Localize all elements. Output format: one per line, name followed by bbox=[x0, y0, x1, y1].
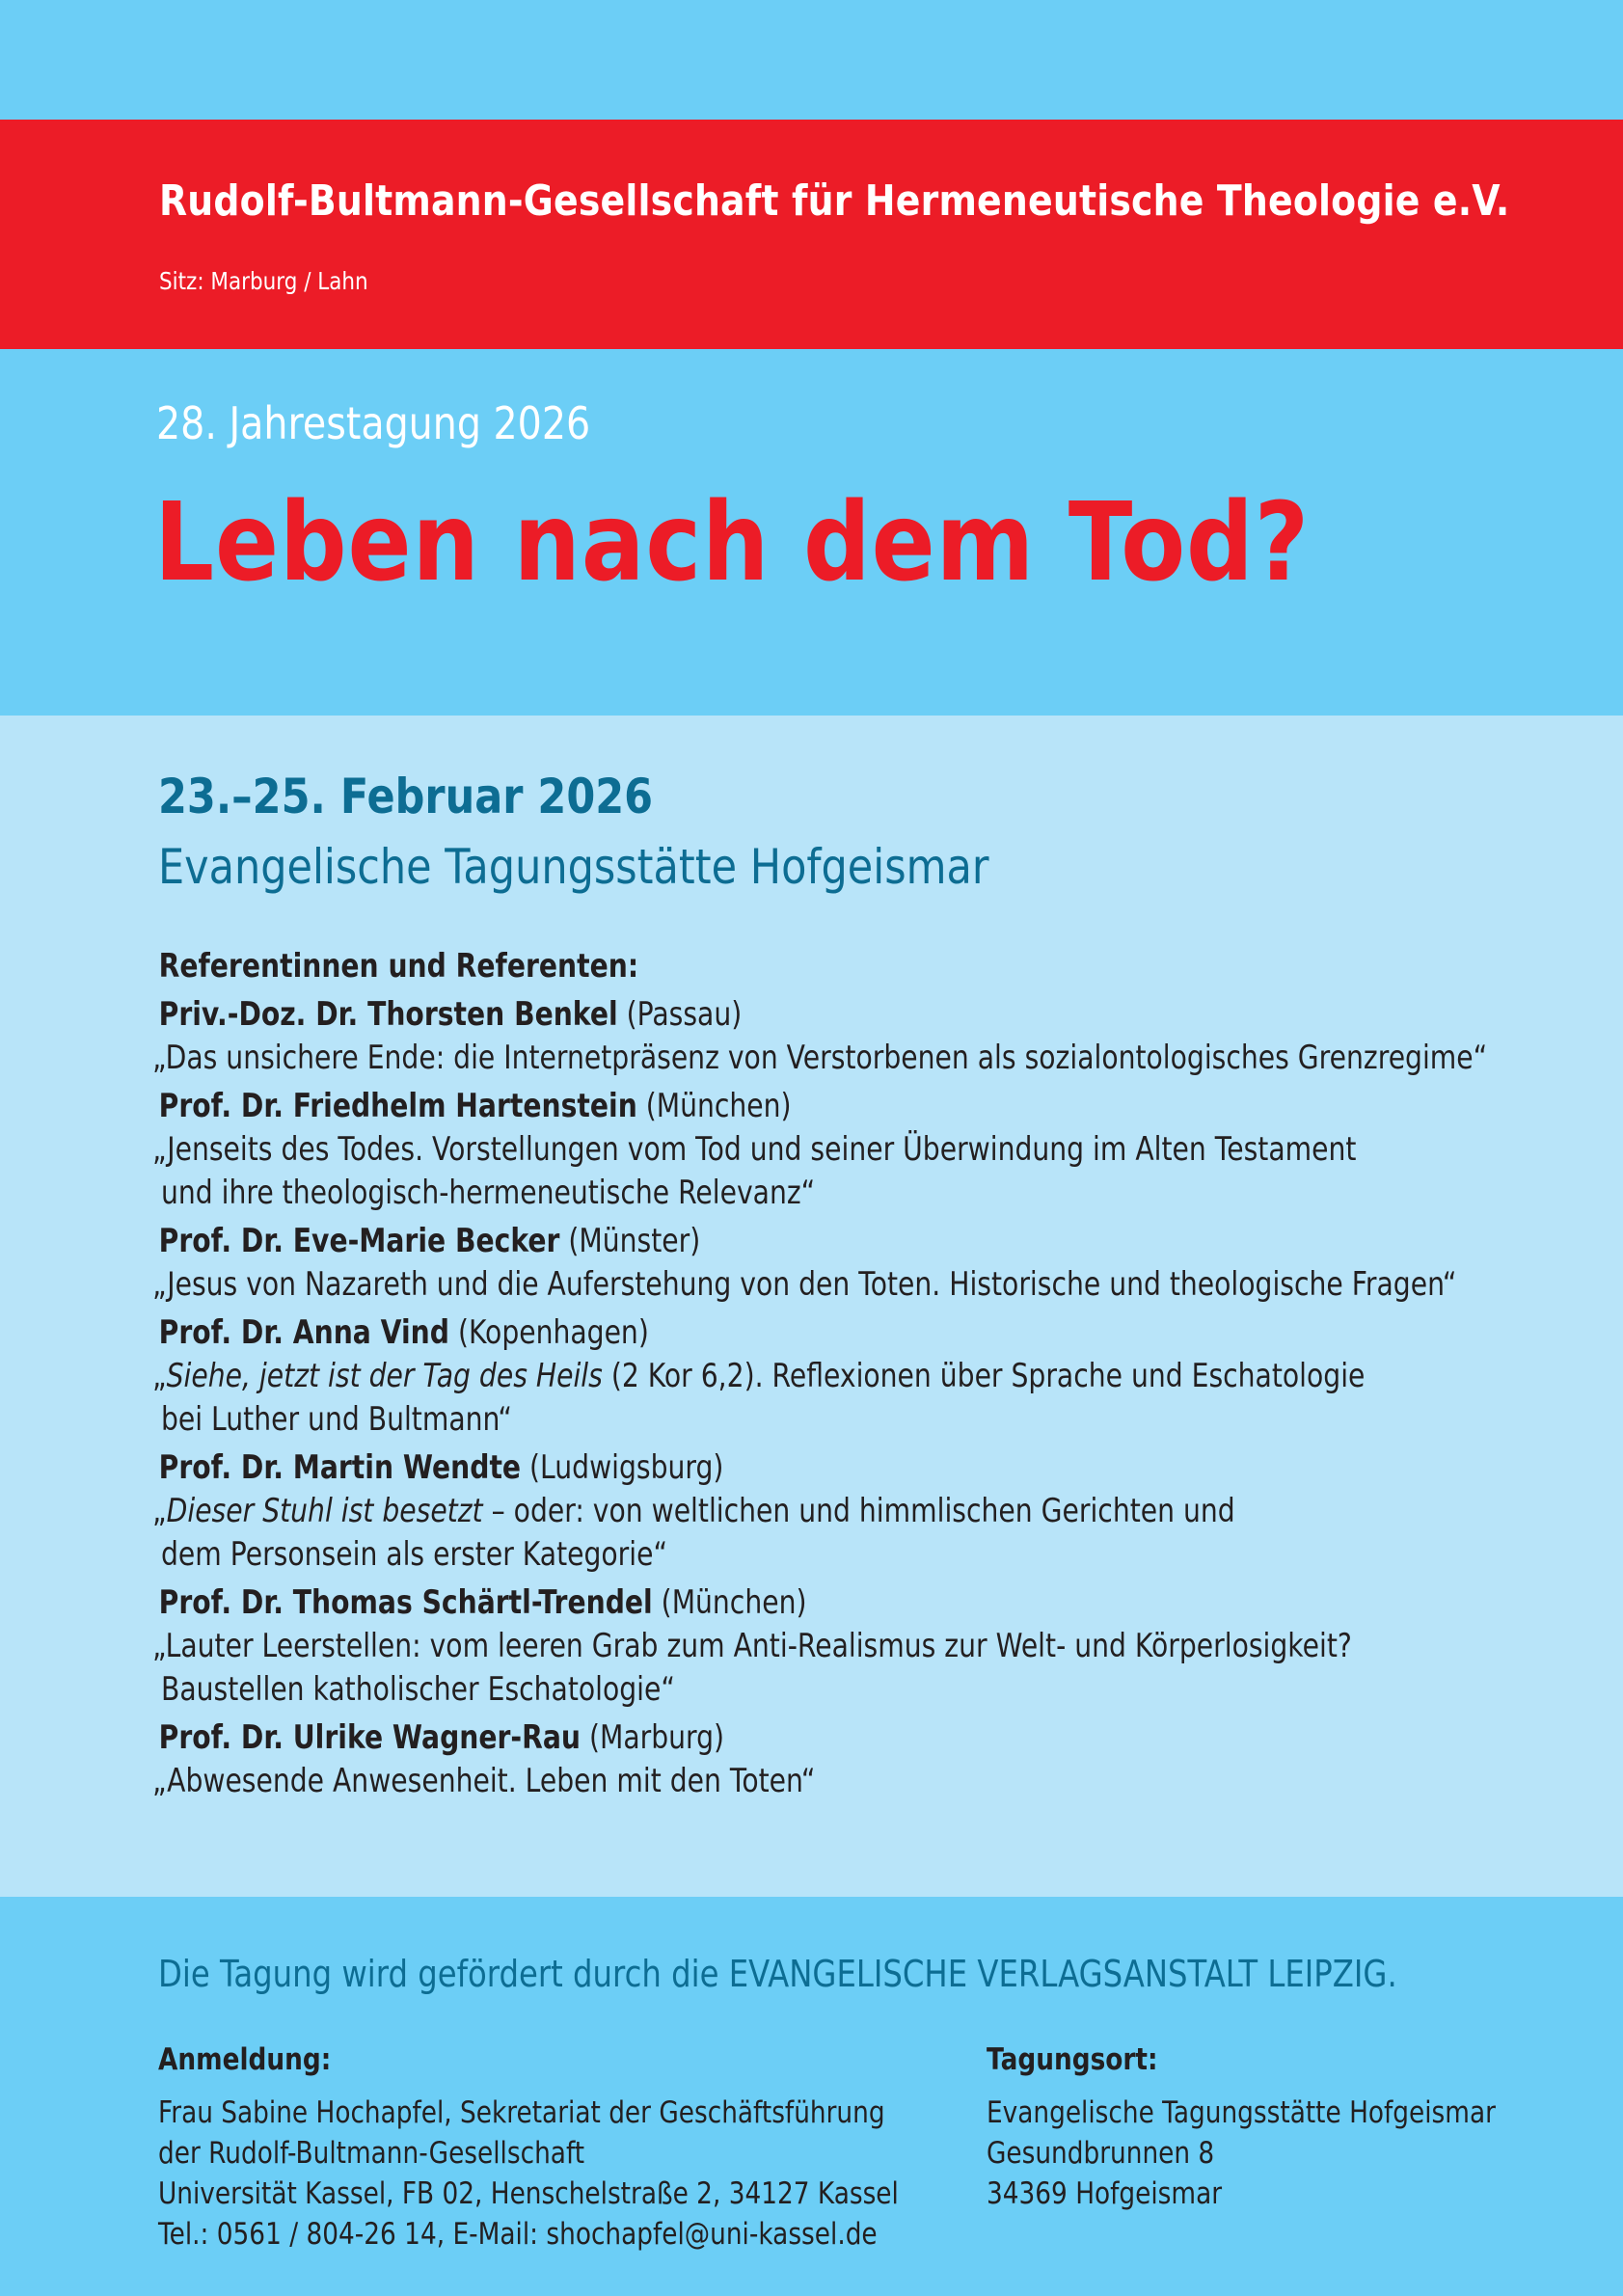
speakers-list bbox=[152, 945, 1513, 1808]
speaker-place: (Kopenhagen) bbox=[448, 1313, 649, 1352]
speaker-entry bbox=[152, 993, 1513, 1080]
speaker-name: Prof. Dr. Martin Wendte bbox=[158, 1448, 522, 1487]
talk-title-italic: Dieser Stuhl ist besetzt bbox=[166, 1492, 483, 1530]
organization-name: Rudolf-Bultmann-Gesellschaft für Hermeneutische Theologie e.V. bbox=[159, 176, 1510, 226]
talk-title-continued: dem Personsein als erster Kategorie“ bbox=[152, 1535, 668, 1574]
organization-seat: Sitz: Marburg / Lahn bbox=[159, 267, 368, 295]
talk-title: „Abwesende Anwesenheit. Leben mit den Toten“ bbox=[152, 1762, 816, 1800]
registration-title: Anmeldung: bbox=[158, 2042, 332, 2077]
talk-title-continued: Baustellen katholischer Eschatologie“ bbox=[152, 1670, 676, 1709]
speaker-name: Prof. Dr. Anna Vind bbox=[158, 1313, 449, 1352]
location-title: Tagungsort: bbox=[987, 2042, 1158, 2077]
talk-title: „Siehe, jetzt ist der Tag des Heils (2 Kor 6,2). Reflexionen über Sprache und Eschatologie bbox=[152, 1357, 1366, 1395]
speaker-name: Prof. Dr. Eve-Marie Becker bbox=[158, 1222, 560, 1260]
event-dates: 23.–25. Februar 2026 bbox=[158, 769, 654, 824]
sponsor-note: Die Tagung wird gefördert durch die EVANGELISCHE VERLAGSANSTALT LEIPZIG. bbox=[158, 1953, 1397, 1995]
speakers-heading: Referentinnen und Referenten: bbox=[158, 947, 639, 986]
location-line: Gesundbrunnen 8 bbox=[987, 2136, 1215, 2171]
registration-line: Frau Sabine Hochapfel, Sekretariat der Geschäftsführung bbox=[158, 2095, 885, 2130]
speaker-place: (München) bbox=[636, 1087, 792, 1125]
speaker-name: Prof. Dr. Thomas Schärtl-Trendel bbox=[158, 1583, 653, 1622]
registration-block bbox=[158, 2042, 899, 2255]
speaker-entry bbox=[152, 1311, 1513, 1442]
event-venue: Evangelische Tagungsstätte Hofgeismar bbox=[158, 839, 989, 895]
speaker-entry bbox=[152, 1446, 1513, 1577]
speaker-name: Priv.-Doz. Dr. Thorsten Benkel bbox=[158, 995, 618, 1034]
speaker-name: Prof. Dr. Ulrike Wagner-Rau bbox=[158, 1718, 582, 1757]
talk-title: „Lauter Leerstellen: vom leeren Grab zum Anti-Realismus zur Welt- und Körperlosigkeit? bbox=[152, 1627, 1352, 1665]
speaker-place: (Ludwigsburg) bbox=[521, 1448, 724, 1487]
registration-line: der Rudolf-Bultmann-Gesellschaft bbox=[158, 2136, 585, 2171]
speaker-place: (Passau) bbox=[617, 995, 743, 1034]
talk-title: „Jesus von Nazareth und die Auferstehung von den Toten. Historische und theologische Fragen“ bbox=[152, 1265, 1457, 1304]
conference-edition: 28. Jahrestagung 2026 bbox=[156, 397, 591, 449]
talk-title-continued: bei Luther und Bultmann“ bbox=[152, 1400, 512, 1439]
speaker-entry bbox=[152, 1085, 1513, 1215]
speaker-entry bbox=[152, 1581, 1513, 1712]
talk-title-continued: und ihre theologisch-hermeneutische Relevanz“ bbox=[152, 1174, 816, 1212]
location-line: Evangelische Tagungsstätte Hofgeismar bbox=[987, 2095, 1496, 2130]
speaker-place: (München) bbox=[652, 1583, 807, 1622]
talk-title-italic: Siehe, jetzt ist der Tag des Heils bbox=[166, 1357, 603, 1395]
conference-title: Leben nach dem Tod? bbox=[154, 480, 1311, 606]
speaker-entry bbox=[152, 1220, 1513, 1307]
talk-title: „Das unsichere Ende: die Internetpräsenz von Verstorbenen als sozialontologisches Grenzregime“ bbox=[152, 1039, 1488, 1077]
talk-title: „Dieser Stuhl ist besetzt – oder: von weltlichen und himmlischen Gerichten und bbox=[152, 1492, 1235, 1530]
location-block bbox=[987, 2042, 1496, 2214]
speaker-name: Prof. Dr. Friedhelm Hartenstein bbox=[158, 1087, 637, 1125]
registration-line: Universität Kassel, FB 02, Henschelstraße 2, 34127 Kassel bbox=[158, 2176, 899, 2211]
talk-title: „Jenseits des Todes. Vorstellungen vom Tod und seiner Überwindung im Alten Testament bbox=[152, 1130, 1357, 1169]
header-band bbox=[0, 120, 1623, 349]
speaker-place: (Münster) bbox=[559, 1222, 701, 1260]
registration-contact: Tel.: 0561 / 804-26 14, E-Mail: shochapfel@uni-kassel.de bbox=[158, 2217, 878, 2252]
speaker-entry bbox=[152, 1716, 1513, 1803]
speaker-place: (Marburg) bbox=[581, 1718, 725, 1757]
top-band bbox=[0, 0, 1623, 120]
location-line: 34369 Hofgeismar bbox=[987, 2176, 1223, 2211]
